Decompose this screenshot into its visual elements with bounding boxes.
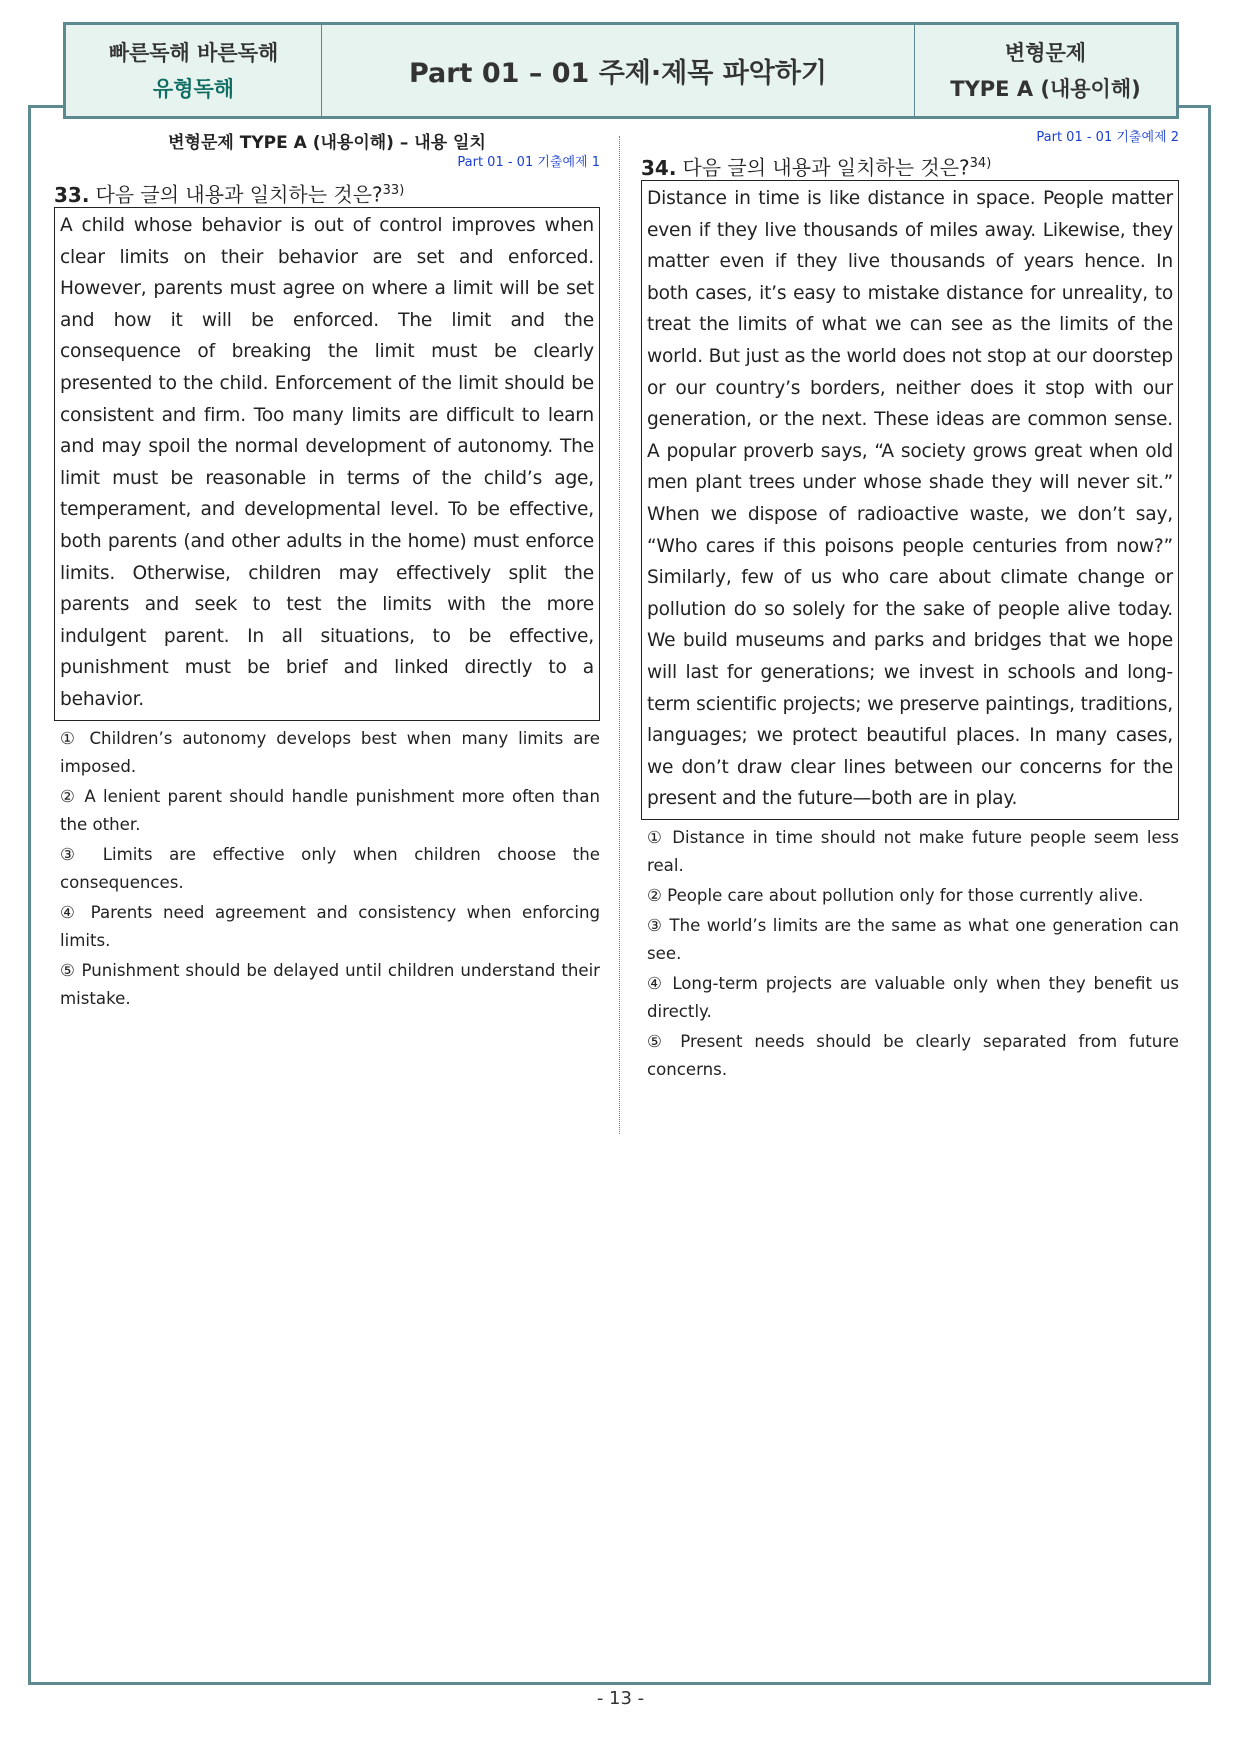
question-text: 다음 글의 내용과 일치하는 것은? [682, 155, 970, 180]
question-text: 다음 글의 내용과 일치하는 것은? [95, 182, 383, 207]
source-reference: Part 01 - 01 기출예제 2 [1036, 130, 1179, 145]
question-prompt [641, 148, 1179, 180]
chapter-title: Part 01 – 01 주제·제목 파악하기 [408, 58, 828, 89]
section-title: 변형문제 TYPE A (내용이해) – 내용 일치 [168, 133, 486, 153]
book-subtitle: 유형독해 [152, 76, 235, 101]
answer-choices [54, 725, 600, 1013]
type-name: TYPE A (내용이해) [950, 76, 1141, 101]
source-reference: Part 01 - 01 기출예제 1 [457, 155, 600, 170]
type-label: 변형문제 [1004, 40, 1087, 65]
choice-4[interactable]: ④ Long-term projects are valuable only when they benefit us directly. [647, 973, 1179, 1021]
choice-2[interactable]: ② People care about pollution only for those currently alive. [647, 885, 1144, 905]
choice-4[interactable]: ④ Parents need agreement and consistency when enforcing limits. [60, 902, 600, 950]
choice-5[interactable]: ⑤ Punishment should be delayed until children understand their mistake. [60, 960, 600, 1008]
choice-3[interactable]: ③ The world’s limits are the same as what one generation can see. [647, 915, 1179, 963]
choice-5[interactable]: ⑤ Present needs should be clearly separated from future concerns. [647, 1031, 1179, 1079]
footnote-marker: 33) [382, 183, 405, 198]
question-33 [54, 128, 600, 1015]
page-number: - 13 - [596, 1688, 645, 1709]
answer-choices [641, 824, 1179, 1084]
choice-2[interactable]: ② A lenient parent should handle punishment more often than the other. [60, 786, 600, 834]
header-chapter [322, 25, 914, 116]
passage-box: Distance in time is like distance in space. People matter even if they live thousands of miles away. Likewise, they matter even if they live thousands of years hence. In both cases, it’s easy to mistake distance for unreality, to treat the limits of what we can see as the limits of the world. But just as the world does not stop at our doorstep or our country’s borders, neither does it stop with our generation, or the next. These ideas are common sense. A popular proverb says, “A society grows great when old men plant trees under whose shade they will never sit.” When we dispose of radioactive waste, we don’t say, “Who cares if this poisons people centuries from now?” Similarly, few of us who care about climate change or pollution do so solely for the sake of people alive today. We build museums and parks and bridges that we hope will last for generations; we invest in schools and long-term scientific projects; we preserve paintings, traditions, languages; we protect beautiful places. In many cases, we don’t draw clear lines between our concerns for the present and the future—both are in play. [641, 180, 1179, 820]
choice-1[interactable]: ① Distance in time should not make future people seem less real. [647, 827, 1179, 875]
question-34 [641, 128, 1179, 1086]
passage-box: A child whose behavior is out of control improves when clear limits on their behavior are set and enforced. However, parents must agree on where a limit will be set and how it will be enforced. The limit and the consequence of breaking the limit must be clearly presented to the child. Enforcement of the limit should be consistent and firm. Too many limits are difficult to learn and may spoil the normal development of autonomy. The limit must be reasonable in terms of the child’s age, temperament, and developmental level. To be effective, both parents (and other adults in the home) must enforce limits. Otherwise, children may effectively split the parents and seek to test the limits with the more indulgent parent. In all situations, to be effective, punishment must be brief and linked directly to a behavior. [54, 207, 600, 721]
question-number: 33. [54, 182, 90, 207]
footnote-marker: 34) [969, 156, 992, 171]
question-number: 34. [641, 155, 677, 180]
question-prompt [54, 175, 600, 207]
header-type [914, 25, 1176, 116]
header-book-title [66, 25, 322, 116]
choice-3[interactable]: ③ Limits are effective only when children choose the consequences. [60, 844, 600, 892]
choice-1[interactable]: ① Children’s autonomy develops best when many limits are imposed. [60, 728, 600, 776]
book-title: 빠른독해 바른독해 [108, 40, 279, 65]
column-divider [619, 136, 620, 1134]
page-header [63, 22, 1179, 119]
